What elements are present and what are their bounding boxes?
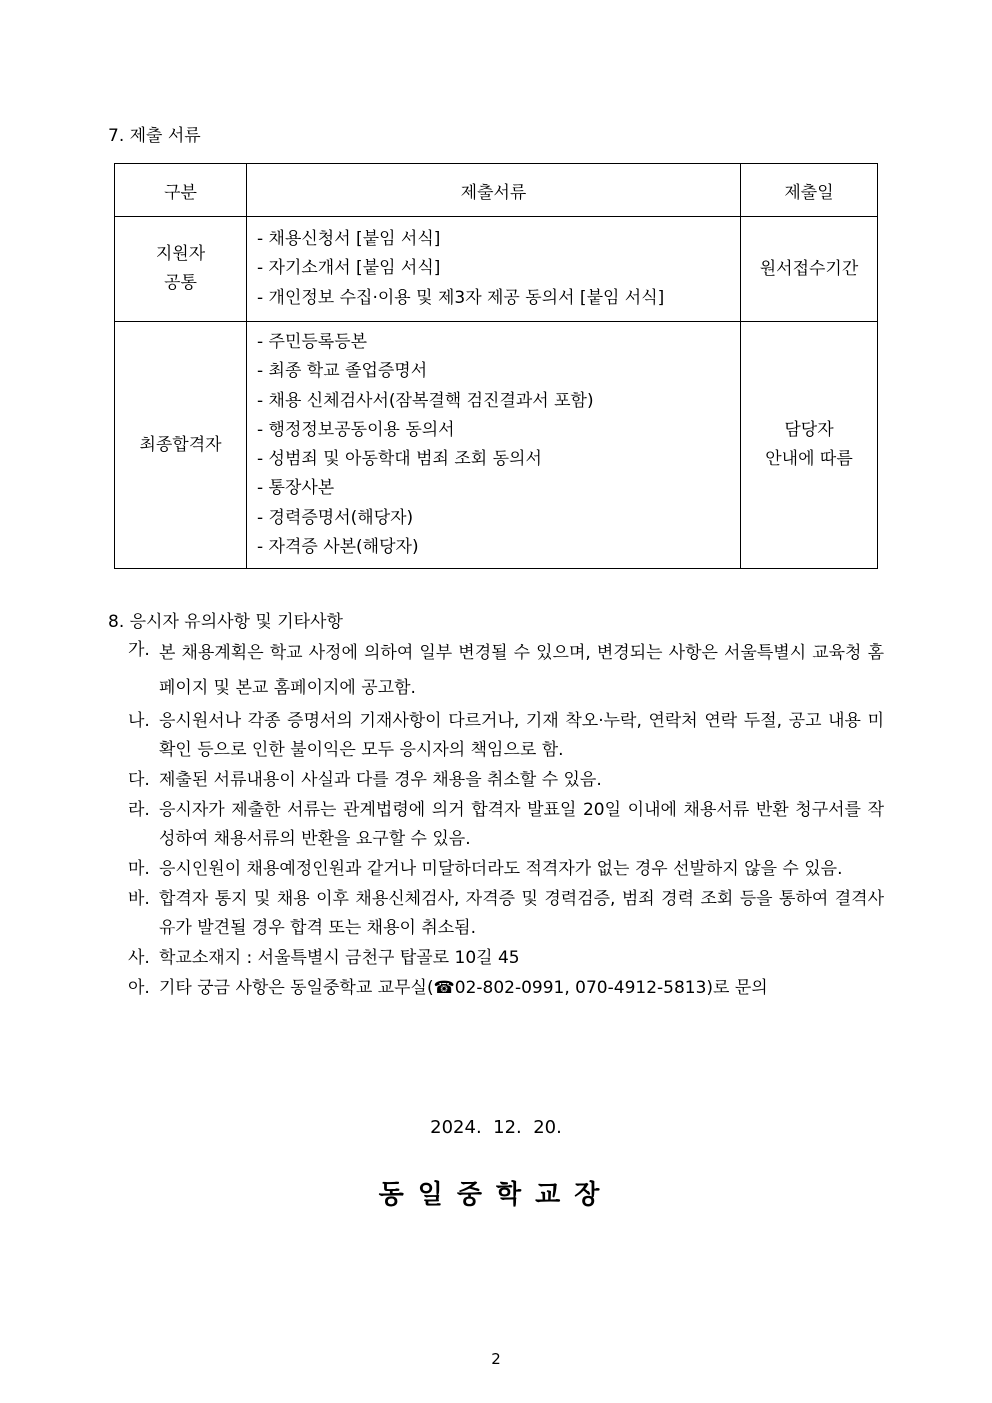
date-line: 원서접수기간 [759,258,859,279]
category-line: 지원자 [155,244,206,264]
note-item [128,885,884,943]
table-row [115,217,878,322]
document-item: - 채용신청서 [붙임 서식] [257,229,441,250]
category-cell [115,217,247,322]
note-text: 응시인원이 채용예정인원과 같거나 미달하더라도 적격자가 없는 경우 선발하지 않을 수 있음. [159,859,843,879]
category-line: 최종합격자 [139,434,222,455]
document-item: - 행정정보공동이용 동의서 [257,419,455,440]
note-marker: 마. [128,859,150,879]
note-text: 응시자가 제출한 서류는 관계법령에 의거 합격자 발표일 20일 이내에 채용서류 반환 청구서를 작성하여 채용서류의 반환을 요구할 수 있음. [159,800,884,849]
header-documents: 제출서류 [247,164,741,217]
document-item: - 성범죄 및 아동학대 범죄 조회 동의서 [257,449,542,470]
page-number: 2 [491,1350,501,1368]
note-marker: 다. [128,770,150,790]
note-text: 응시원서나 각종 증명서의 기재사항이 다르거나, 기재 착오·누락, 연락처 연락 두절, 공고 내용 미확인 등으로 인한 불이익은 모두 응시자의 책임으로 함. [159,711,884,760]
date-cell [741,322,878,569]
note-item [128,766,884,795]
document-item: - 채용 신체검사서(잠복결핵 검진결과서 포함) [257,390,594,411]
note-marker: 가. [128,640,150,660]
document-item: - 개인정보 수집·이용 및 제3자 제공 동의서 [붙임 서식] [257,287,665,308]
document-item: - 경력증명서(해당자) [257,507,414,528]
note-marker: 아. [128,978,150,998]
date-line: 담당자 [784,420,834,441]
note-item [128,796,884,854]
documents-cell [247,217,741,322]
table-row [115,322,878,569]
document-item: - 주민등록등본 [257,332,368,352]
note-text: 제출된 서류내용이 사실과 다를 경우 채용을 취소할 수 있음. [159,770,602,790]
documents-table [114,163,878,569]
date-cell [741,217,878,322]
document-item: - 최종 학교 졸업증명서 [257,361,428,382]
note-marker: 라. [128,800,150,820]
document-item: - 자기소개서 [붙임 서식] [257,258,441,279]
section-8-title: 8. 응시자 유의사항 및 기타사항 [108,612,343,632]
note-item [128,944,884,973]
note-text: 기타 궁금 사항은 동일중학교 교무실(☎02-802-0991, 070-4912-5813)로 문의 [159,978,768,998]
note-item [128,855,884,884]
note-text: 합격자 통지 및 채용 이후 채용신체검사, 자격증 및 경력검증, 범죄 경력 조회 등을 통하여 결격사유가 발견될 경우 합격 또는 채용이 취소됨. [159,889,884,938]
note-text: 학교소재지 : 서울특별시 금천구 탑골로 10길 45 [159,948,520,968]
date-line: 안내에 따름 [765,449,853,470]
note-marker: 나. [128,711,150,731]
note-marker: 사. [128,948,150,968]
document-item: - 자격증 사본(해당자) [257,537,419,558]
notes-list [128,636,884,1004]
note-item [128,636,884,706]
note-item [128,707,884,765]
category-line: 공통 [164,273,197,293]
table-header-row [115,164,878,217]
category-cell [115,322,247,569]
issue-date: 2024. 12. 20. [430,1117,562,1138]
section-7-title: 7. 제출 서류 [108,126,201,146]
documents-cell [247,322,741,569]
note-marker: 바. [128,889,150,909]
header-date: 제출일 [741,164,878,217]
note-item [128,974,884,1003]
note-text: 본 채용계획은 학교 사정에 의하여 일부 변경될 수 있으며, 변경되는 사항은 서울특별시 교육청 홈페이지 및 본교 홈페이지에 공고함. [159,643,884,698]
signer-name: 동일중학교장 [378,1180,614,1210]
document-item: - 통장사본 [257,478,335,499]
header-category: 구분 [115,164,247,217]
